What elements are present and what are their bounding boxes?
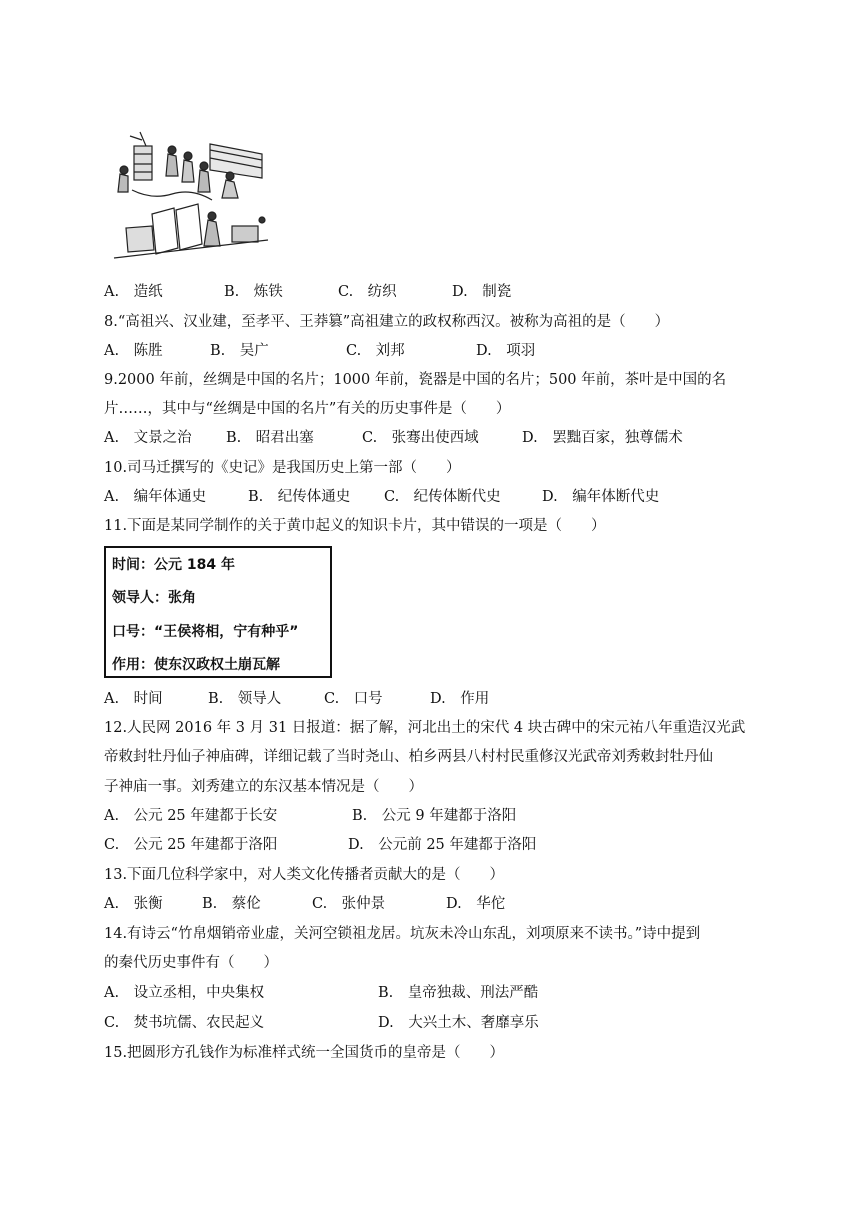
q9-stem-line1: 9.2000 年前，丝绸是中国的名片；1000 年前，瓷器是中国的名片；500 年前，茶叶是中国的名 xyxy=(104,372,727,388)
q7-option-b[interactable]: B. 炼铁 xyxy=(224,284,283,300)
q10-option-b[interactable]: B. 纪传体通史 xyxy=(248,489,351,505)
card-line-slogan: 口号：“王侯将相，宁有种乎” xyxy=(112,624,299,640)
q10-option-c[interactable]: C. 纪传体断代史 xyxy=(384,489,501,505)
q12-option-a[interactable]: A. 公元 25 年建都于长安 xyxy=(104,808,278,824)
q9-option-d[interactable]: D. 罢黜百家，独尊儒术 xyxy=(522,430,683,446)
knowledge-card xyxy=(104,546,332,678)
q12-option-d[interactable]: D. 公元前 25 年建都于洛阳 xyxy=(348,837,537,853)
q14-option-d[interactable]: D. 大兴土木、奢靡享乐 xyxy=(378,1015,539,1031)
q9-stem-line2: 片……，其中与“丝绸是中国的名片”有关的历史事件是（ ） xyxy=(104,401,511,417)
q8-option-c[interactable]: C. 刘邦 xyxy=(346,343,405,359)
q8-option-d[interactable]: D. 项羽 xyxy=(476,343,536,359)
q13-stem: 13.下面几位科学家中，对人类文化传播者贡献大的是（ ） xyxy=(104,867,505,883)
q15-stem: 15.把圆形方孔钱作为标准样式统一全国货币的皇帝是（ ） xyxy=(104,1045,505,1061)
card-line-effect: 作用：使东汉政权土崩瓦解 xyxy=(112,657,280,673)
q11-option-a[interactable]: A. 时间 xyxy=(104,691,163,707)
q7-option-d[interactable]: D. 制瓷 xyxy=(452,284,512,300)
q14-option-a[interactable]: A. 设立丞相，中央集权 xyxy=(104,985,265,1001)
q9-option-a[interactable]: A. 文景之治 xyxy=(104,430,192,446)
q9-option-c[interactable]: C. 张骞出使西域 xyxy=(362,430,479,446)
q14-stem-line1: 14.有诗云“竹帛烟销帝业虚，关河空锁祖龙居。坑灰未冷山东乱，刘项原来不读书。”诗中提到 xyxy=(104,926,701,942)
q10-option-d[interactable]: D. 编年体断代史 xyxy=(542,489,660,505)
q8-option-b[interactable]: B. 吴广 xyxy=(210,343,269,359)
q13-option-d[interactable]: D. 华佗 xyxy=(446,896,506,912)
papermaking-illustration xyxy=(112,130,272,262)
q11-stem: 11.下面是某同学制作的关于黄巾起义的知识卡片，其中错误的一项是（ ） xyxy=(104,518,606,534)
card-line-leader: 领导人：张角 xyxy=(112,590,196,606)
q7-option-c[interactable]: C. 纺织 xyxy=(338,284,397,300)
q9-option-b[interactable]: B. 昭君出塞 xyxy=(226,430,314,446)
q13-option-b[interactable]: B. 蔡伦 xyxy=(202,896,261,912)
q10-option-a[interactable]: A. 编年体通史 xyxy=(104,489,207,505)
q11-option-d[interactable]: D. 作用 xyxy=(430,691,490,707)
q12-option-b[interactable]: B. 公元 9 年建都于洛阳 xyxy=(352,808,517,824)
q12-stem-line2: 帝敕封牡丹仙子神庙碑，详细记载了当时尧山、柏乡两县八村村民重修汉光武帝刘秀敕封牡丹仙 xyxy=(104,749,713,765)
q7-option-a[interactable]: A. 造纸 xyxy=(104,284,163,300)
q8-stem: 8.“高祖兴、汉业建，至孝平、王莽篡”高祖建立的政权称西汉。被称为高祖的是（ ） xyxy=(104,314,670,330)
q11-option-b[interactable]: B. 领导人 xyxy=(208,691,282,707)
q11-option-c[interactable]: C. 口号 xyxy=(324,691,383,707)
q14-stem-line2: 的秦代历史事件有（ ） xyxy=(104,955,278,971)
q8-option-a[interactable]: A. 陈胜 xyxy=(104,343,163,359)
q12-stem-line3: 子神庙一事。刘秀建立的东汉基本情况是（ ） xyxy=(104,779,423,795)
card-line-time: 时间：公元 184 年 xyxy=(112,557,235,573)
q14-option-b[interactable]: B. 皇帝独裁、刑法严酷 xyxy=(378,985,539,1001)
q12-stem-line1: 12.人民网 2016 年 3 月 31 日报道：据了解，河北出土的宋代 4 块古碑中的宋元祐八年重造汉光武 xyxy=(104,720,746,736)
q13-option-a[interactable]: A. 张衡 xyxy=(104,896,163,912)
q13-option-c[interactable]: C. 张仲景 xyxy=(312,896,386,912)
q14-option-c[interactable]: C. 焚书坑儒、农民起义 xyxy=(104,1015,265,1031)
q10-stem: 10.司马迁撰写的《史记》是我国历史上第一部（ ） xyxy=(104,460,461,476)
q12-option-c[interactable]: C. 公元 25 年建都于洛阳 xyxy=(104,837,278,853)
